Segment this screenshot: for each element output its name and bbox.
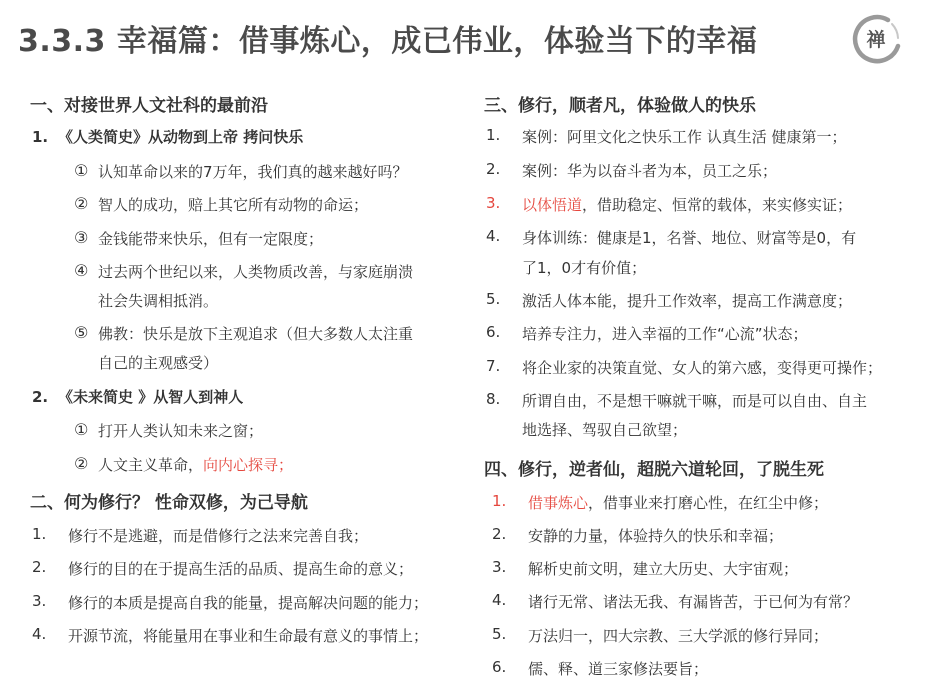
list-item-text: 解析史前文明，建立大历史、大宇宙观； bbox=[528, 560, 799, 578]
list-item-text bbox=[98, 454, 293, 475]
list-item-text bbox=[522, 194, 852, 215]
zen-logo bbox=[848, 12, 904, 68]
list-item-text: 身体训练：健康是1，名誉、地位、财富等是0，有 bbox=[522, 229, 857, 247]
book-heading-2 bbox=[32, 386, 243, 407]
list-item-text: 开源节流，将能量用在事业和生命最有意义的事情上； bbox=[68, 627, 429, 645]
list-number: 8. bbox=[486, 390, 501, 408]
book-heading-1 bbox=[32, 126, 303, 147]
list-item-text: 激活人体本能，提升工作效率，提高工作满意度； bbox=[522, 292, 853, 310]
circled-number: ② bbox=[74, 194, 89, 213]
book-number: 1. bbox=[32, 128, 49, 146]
logo-text: 禅 bbox=[866, 29, 886, 51]
list-item-text: 打开人类认知未来之窗； bbox=[98, 422, 264, 440]
list-number: 6. bbox=[486, 323, 501, 341]
list-item-text: 案例：华为以奋斗者为本，员工之乐； bbox=[522, 162, 778, 180]
list-item-text: 修行不是逃避，而是借修行之法来完善自我； bbox=[68, 527, 369, 545]
list-item-text: 案例：阿里文化之快乐工作 认真生活 健康第一； bbox=[522, 128, 847, 146]
list-item-text: 金钱能带来快乐，但有一定限度； bbox=[98, 230, 324, 248]
list-number: 3. bbox=[32, 592, 47, 610]
list-number: 3. bbox=[492, 558, 507, 576]
list-item-text: 过去两个世纪以来，人类物质改善，与家庭崩溃 bbox=[98, 263, 414, 281]
page-title: 3.3.3 幸福篇：借事炼心，成已伟业，体验当下的幸福 bbox=[18, 24, 758, 59]
list-item-text: 智人的成功，赔上其它所有动物的命运； bbox=[98, 196, 369, 214]
circled-number: ② bbox=[74, 454, 89, 473]
section-heading-2: 二、何为修行？ 性命双修，为己导航 bbox=[30, 493, 308, 513]
list-number: 6. bbox=[492, 658, 507, 676]
list-number: 4. bbox=[492, 591, 507, 609]
list-item-continuation: 自己的主观感受） bbox=[98, 354, 219, 372]
list-number: 3. bbox=[486, 194, 501, 212]
list-item-text: 所谓自由，不是想干嘛就干嘛，而是可以自由、自主 bbox=[522, 392, 868, 410]
list-number: 5. bbox=[486, 290, 501, 308]
list-item-text-plain: 人文主义革命， bbox=[98, 456, 204, 474]
list-number: 5. bbox=[492, 625, 507, 643]
list-item-text: 修行的目的在于提高生活的品质、提高生命的意义； bbox=[68, 560, 414, 578]
book-number: 2. bbox=[32, 388, 49, 406]
list-item-text: 安静的力量，体验持久的快乐和幸福； bbox=[528, 527, 784, 545]
list-item-text-plain: ，借事业来打磨心性，在红尘中修； bbox=[588, 494, 829, 512]
section-heading-4: 四、修行，逆者仙，超脱六道轮回，了脱生死 bbox=[484, 460, 824, 480]
list-number: 1. bbox=[492, 492, 507, 510]
highlight-text: 向内心探寻； bbox=[203, 456, 294, 474]
list-item-text: 佛教：快乐是放下主观追求（但大多数人太注重 bbox=[98, 325, 414, 343]
circled-number: ① bbox=[74, 420, 89, 439]
list-number: 1. bbox=[486, 126, 501, 144]
list-item-continuation: 地选择、驾驭自己欲望； bbox=[522, 421, 688, 439]
list-item-text: 诸行无常、诸法无我、有漏皆苦，于已何为有常？ bbox=[528, 593, 859, 611]
list-item-text bbox=[528, 492, 828, 513]
highlight-text: 借事炼心 bbox=[528, 494, 589, 512]
list-number: 2. bbox=[32, 558, 47, 576]
list-number: 7. bbox=[486, 357, 501, 375]
circled-number: ④ bbox=[74, 261, 89, 280]
list-item-text: 将企业家的决策直觉、女人的第六感，变得更可操作； bbox=[522, 359, 883, 377]
highlight-text: 以体悟道 bbox=[522, 196, 583, 214]
list-item-text: 培养专注力，进入幸福的工作“心流”状态； bbox=[522, 325, 808, 343]
section-heading-3: 三、修行，顺者凡，体验做人的快乐 bbox=[484, 96, 756, 116]
list-number: 4. bbox=[486, 227, 501, 245]
list-number: 2. bbox=[492, 525, 507, 543]
list-item-continuation: 了1，0才有价值； bbox=[522, 259, 647, 277]
book-title: 《人类简史》从动物到上帝 拷问快乐 bbox=[58, 128, 304, 146]
list-item-text: 万法归一，四大宗教、三大学派的修行异同； bbox=[528, 627, 829, 645]
circled-number: ① bbox=[74, 161, 89, 180]
list-item-text-plain: ，借助稳定、恒常的载体，来实修实证； bbox=[582, 196, 853, 214]
circled-number: ③ bbox=[74, 228, 89, 247]
list-number: 4. bbox=[32, 625, 47, 643]
list-item-text: 儒、释、道三家修法要旨； bbox=[528, 660, 709, 678]
list-item-text: 修行的本质是提高自我的能量，提高解决问题的能力； bbox=[68, 594, 429, 612]
book-title: 《未来简史 》从智人到神人 bbox=[58, 388, 244, 406]
list-item-text: 认知革命以来的7万年，我们真的越来越好吗？ bbox=[98, 163, 408, 181]
section-heading-1: 一、对接世界人文社科的最前沿 bbox=[30, 96, 268, 116]
list-number: 1. bbox=[32, 525, 47, 543]
list-item-continuation: 社会失调相抵消。 bbox=[98, 292, 219, 310]
circled-number: ⑤ bbox=[74, 323, 89, 342]
list-number: 2. bbox=[486, 160, 501, 178]
